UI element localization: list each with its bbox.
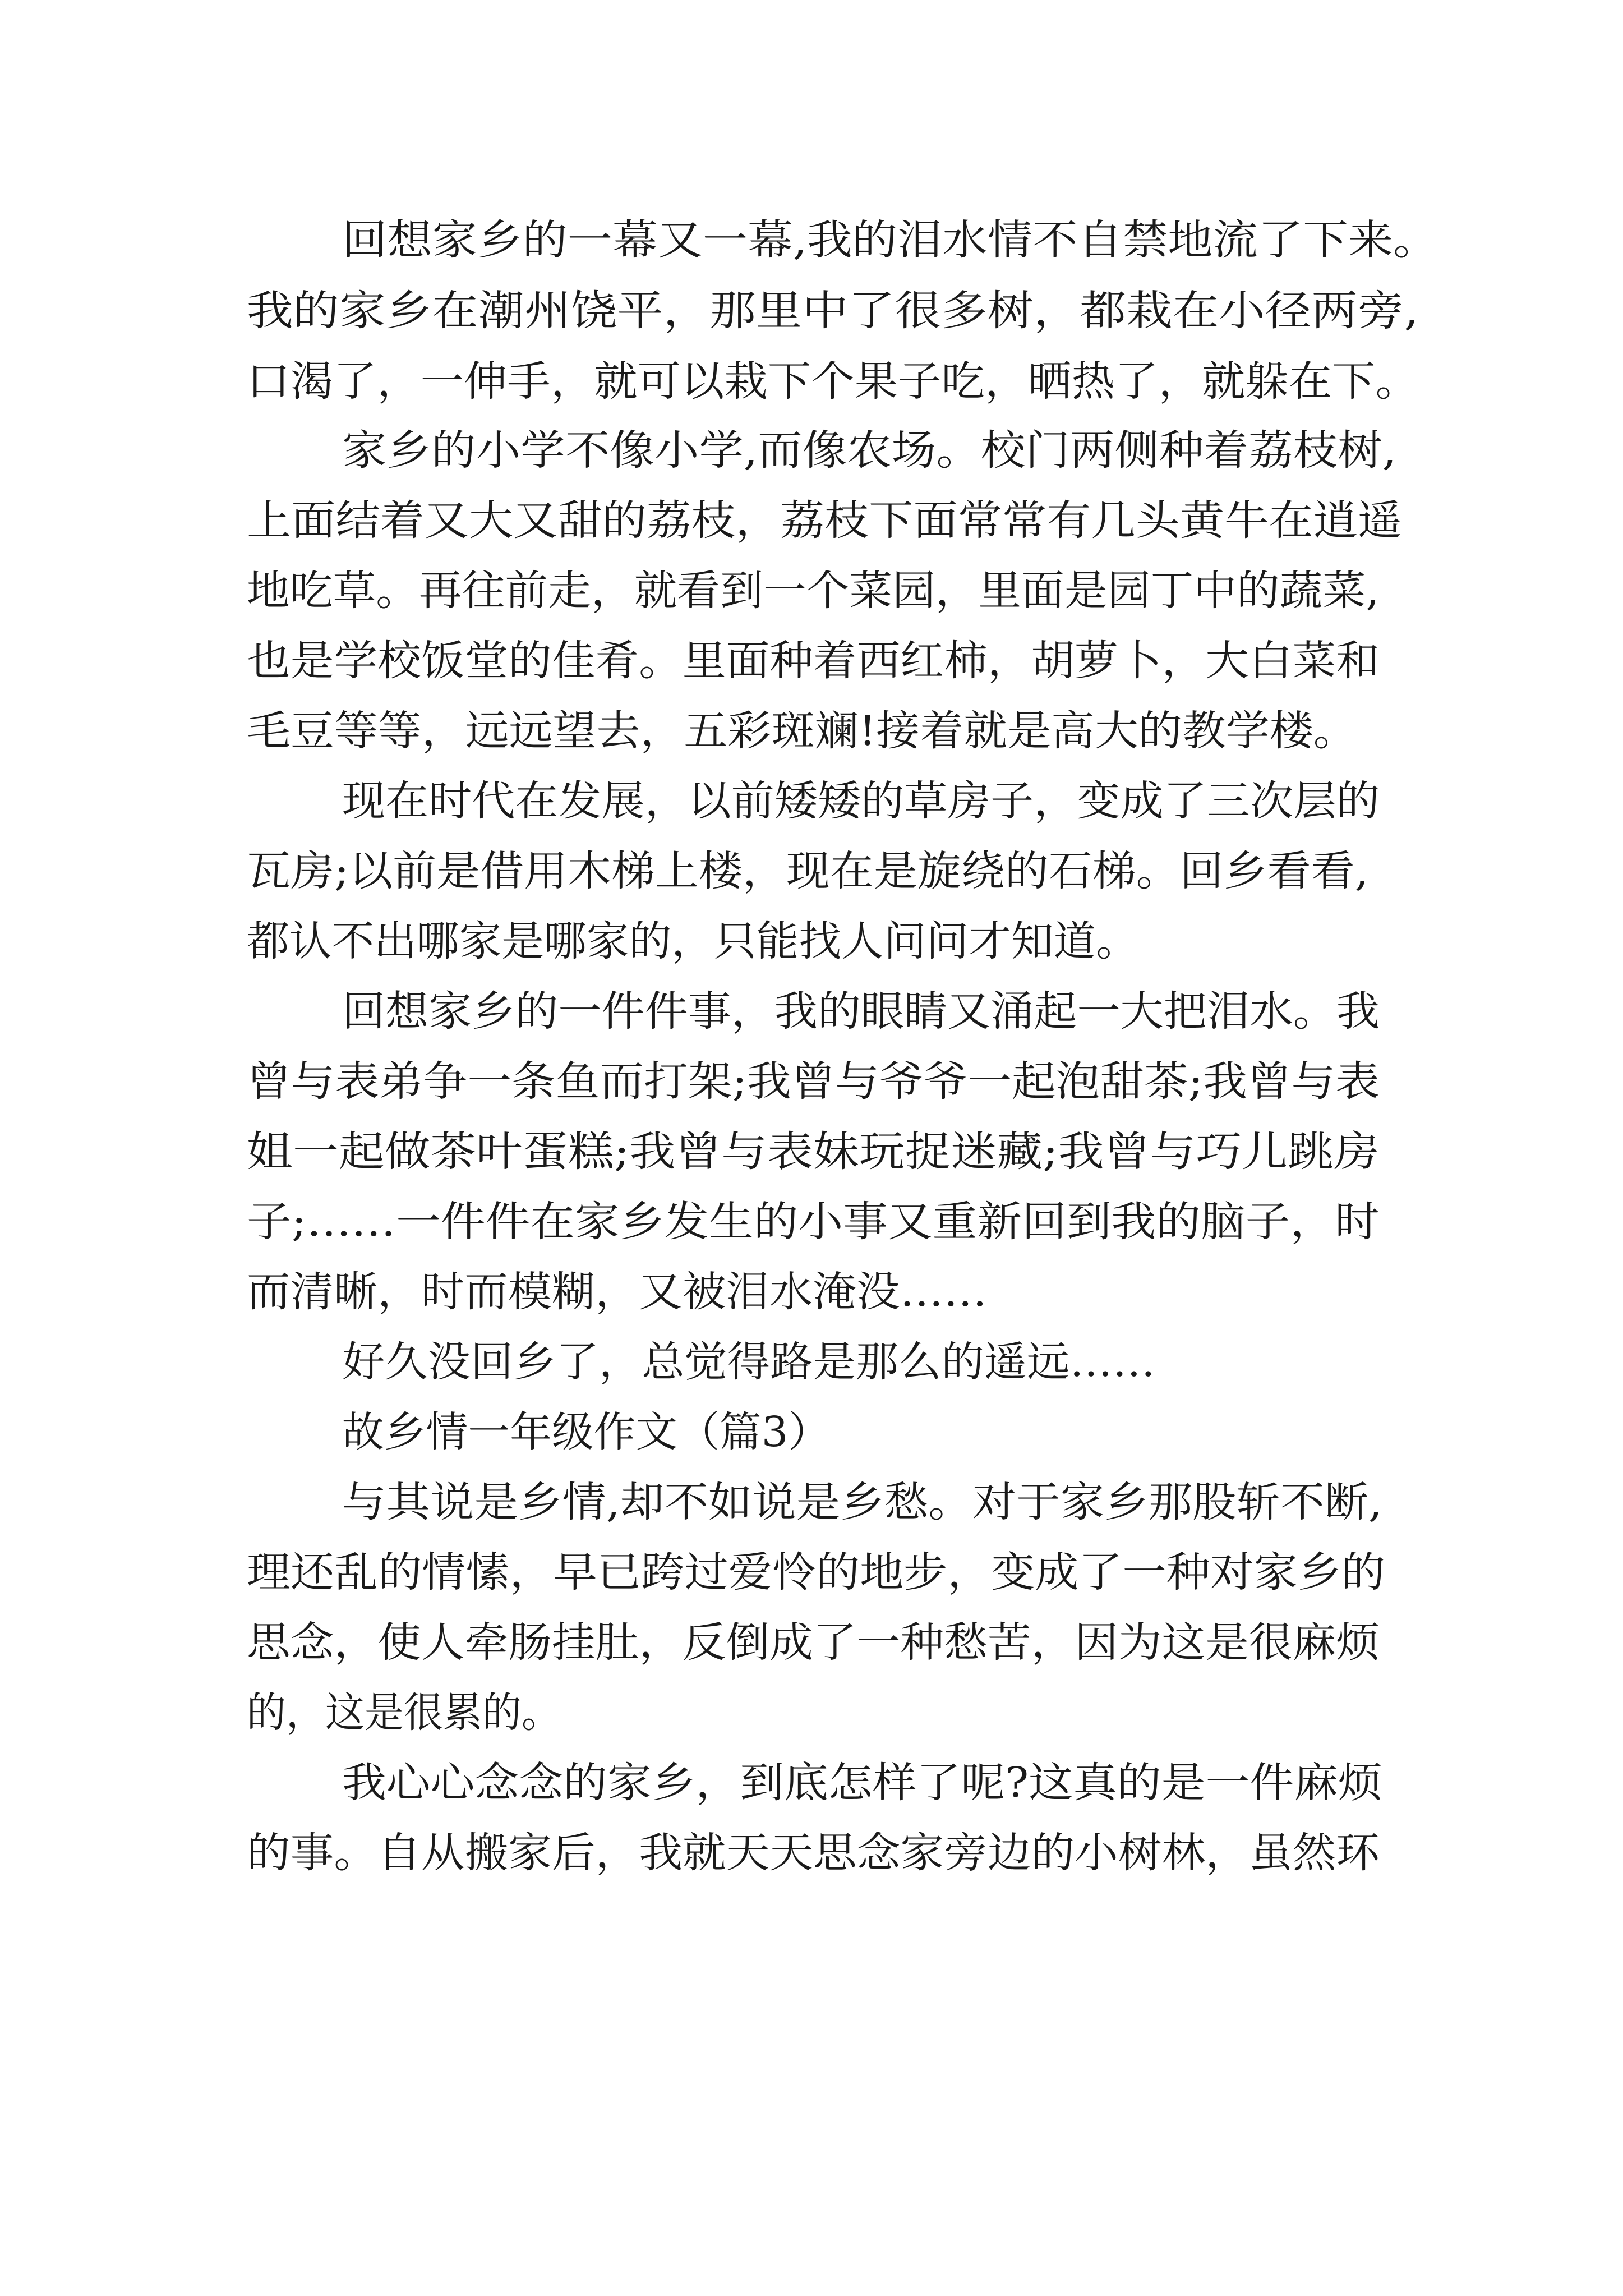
- text-line: 回想家乡的一幕又一幕,我的泪水情不自禁地流了下来。: [342, 216, 1438, 264]
- text-line: 回想家乡的一件件事，我的眼睛又涌起一大把泪水。我: [342, 987, 1380, 1036]
- text-line: 现在时代在发展，以前矮矮的草房子，变成了三次层的: [342, 777, 1380, 825]
- text-line: 好久没回乡了，总觉得路是那么的遥远……: [342, 1338, 1156, 1386]
- section-heading: 故乡情一年级作文（篇3）: [342, 1408, 831, 1456]
- text-line: 曾与表弟争一条鱼而打架;我曾与爷爷一起泡甜茶;我曾与表: [247, 1057, 1380, 1106]
- text-line: 毛豆等等，远远望去，五彩斑斓!接着就是高大的教学楼。: [247, 707, 1357, 755]
- text-line: 与其说是乡情,却不如说是乡愁。对于家乡那股斩不断,: [342, 1478, 1383, 1526]
- text-line: 地吃草。再往前走，就看到一个菜园，里面是园丁中的蔬菜,: [247, 567, 1380, 615]
- text-line: 的，这是很累的。: [247, 1688, 561, 1737]
- text-line: 我的家乡在潮州饶平，那里中了很多树，都栽在小径两旁,: [247, 287, 1419, 335]
- text-line: 瓦房;以前是借用木梯上楼，现在是旋绕的石梯。回乡看看,: [247, 847, 1369, 895]
- text-line: 而清晰，时而模糊，又被泪水淹没……: [247, 1268, 988, 1316]
- text-line: 思念，使人牵肠挂肚，反倒成了一种愁苦，因为这是很麻烦: [247, 1618, 1380, 1667]
- text-line: 都认不出哪家是哪家的，只能找人问问才知道。: [247, 917, 1139, 965]
- text-line: 我心心念念的家乡，到底怎样了呢?这真的是一件麻烦: [342, 1759, 1382, 1807]
- text-line: 理还乱的情愫，早已跨过爱怜的地步，变成了一种对家乡的: [247, 1548, 1386, 1596]
- text-line: 姐一起做茶叶蛋糕;我曾与表妹玩捉迷藏;我曾与巧儿跳房: [247, 1128, 1380, 1176]
- text-line: 家乡的小学不像小学,而像农场。校门两侧种着荔枝树,: [342, 426, 1397, 475]
- text-line: 也是学校饭堂的佳肴。里面种着西红柿，胡萝卜，大白菜和: [247, 637, 1380, 685]
- text-line: 子;……一件件在家乡发生的小事又重新回到我的脑子，时: [247, 1198, 1380, 1246]
- text-line: 上面结着又大又甜的荔枝，荔枝下面常常有几头黄牛在逍遥: [247, 496, 1403, 545]
- text-line: 的事。自从搬家后，我就天天思念家旁边的小树林，虽然环: [247, 1829, 1380, 1877]
- text-line: 口渴了，一伸手，就可以栽下个果子吃，晒热了，就躲在下。: [247, 357, 1419, 406]
